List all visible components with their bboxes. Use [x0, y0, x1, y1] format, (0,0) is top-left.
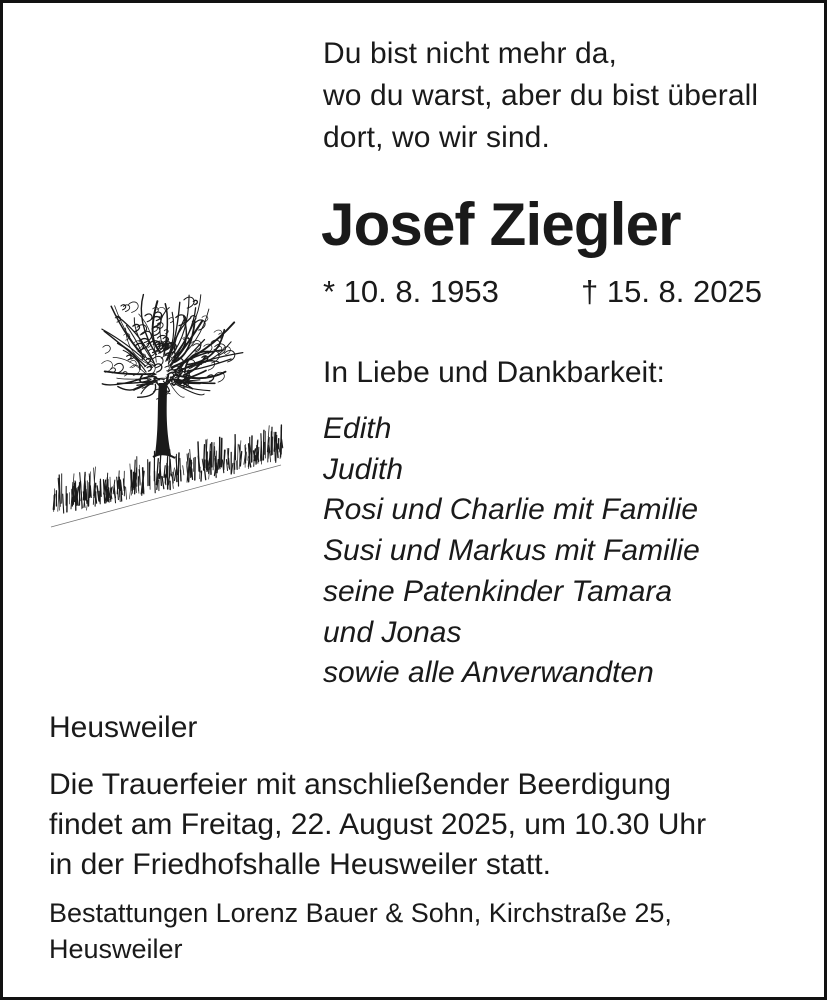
quote-line: dort, wo wir sind.: [323, 121, 550, 154]
residence-place: Heusweiler: [49, 711, 198, 744]
undertaker-line: Bestattungen Lorenz Bauer & Sohn, Kirchstraße 25,: [49, 898, 672, 928]
service-line: Die Trauerfeier mit anschließender Beerdigung: [49, 768, 671, 801]
undertaker-line: Heusweiler: [49, 934, 183, 964]
birth-date: * 10. 8. 1953: [323, 274, 499, 309]
service-line: in der Friedhofshalle Heusweiler statt.: [49, 848, 551, 881]
deceased-name: Josef Ziegler: [321, 191, 681, 258]
quote-line: wo du warst, aber du bist überall: [323, 79, 759, 112]
mourner-entry: Edith: [323, 412, 392, 445]
mourner-entry: sowie alle Anverwandten: [323, 656, 654, 690]
mourners-list: [323, 409, 803, 694]
undertaker-info: [49, 895, 809, 967]
mourner-entry: seine Patenkinder Tamara: [323, 574, 673, 608]
mourners-intro: In Liebe und Dankbarkeit:: [323, 356, 665, 389]
mourner-entry: Judith: [323, 452, 404, 486]
service-line: findet am Freitag, 22. August 2025, um 10.30 Uhr: [49, 808, 707, 841]
quote-line: Du bist nicht mehr da,: [323, 37, 617, 70]
life-dates: [323, 269, 783, 315]
death-date: † 15. 8. 2025: [581, 274, 762, 309]
memorial-quote: [323, 33, 803, 159]
mourner-entry: Susi und Markus mit Familie: [323, 534, 700, 568]
funeral-service-info: [49, 765, 809, 885]
mourner-entry: Rosi und Charlie mit Familie: [323, 493, 699, 527]
mourner-entry: und Jonas: [323, 615, 462, 649]
tree-on-meadow-icon: [43, 265, 293, 535]
